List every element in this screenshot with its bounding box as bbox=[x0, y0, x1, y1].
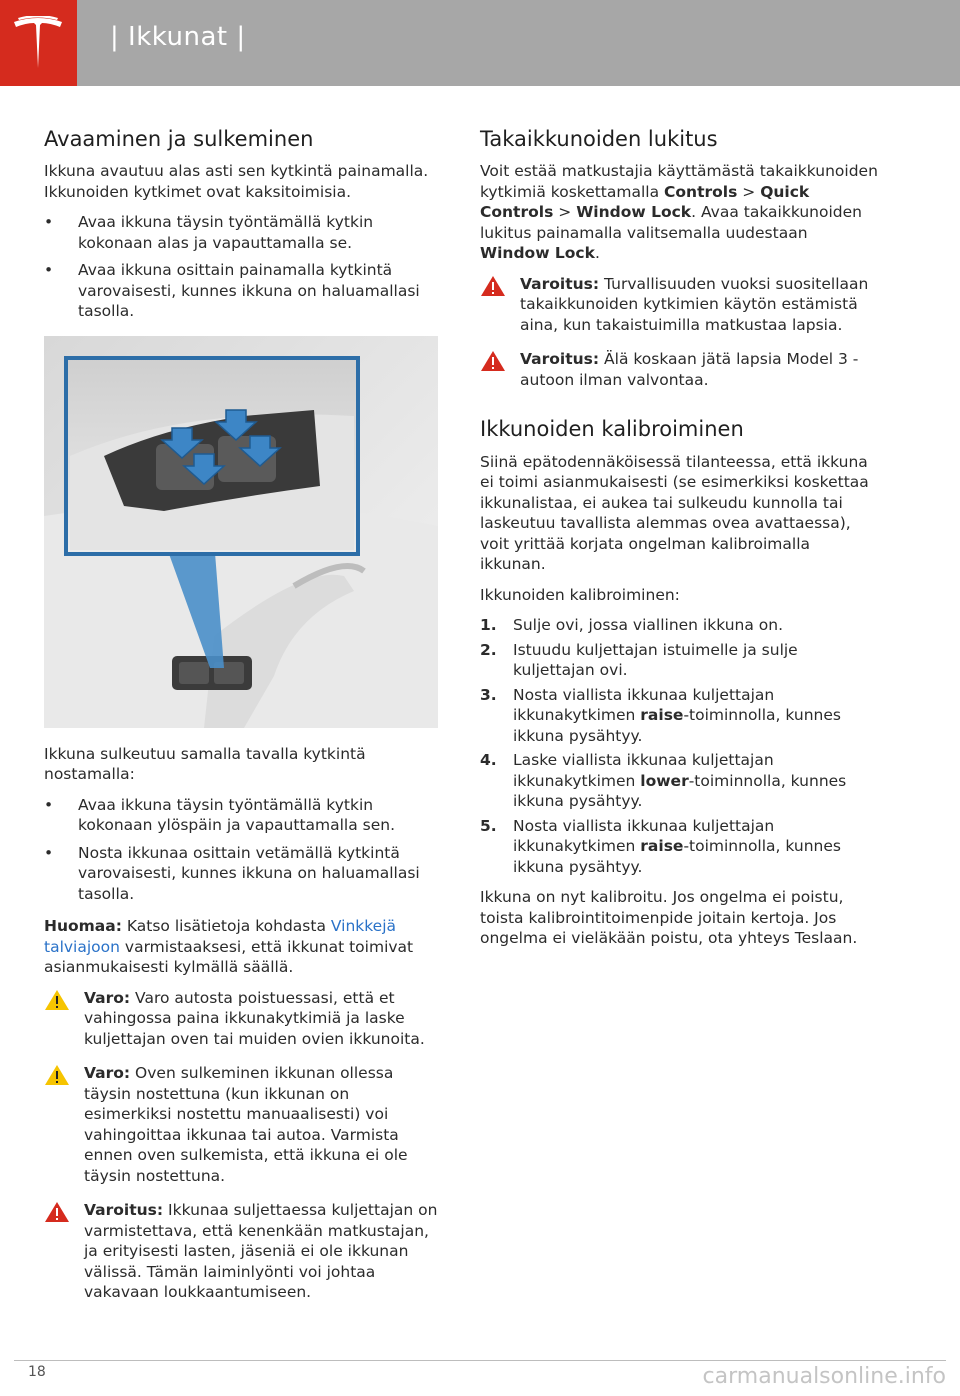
step-text: Nosta viallista ikkunaa kuljettajan ikkunakytkimen bbox=[513, 816, 775, 856]
caution-label: Varo: bbox=[84, 988, 131, 1007]
calibration-paragraph: Siinä epätodennäköisessä tilanteessa, että ikkuna ei toimi asianmukaisesti (se esimerkiksi koskettaa ikkunalistaa, ei aukea tai sulkeudu kunnolla tai laskeutuu tavallista alemmas ovea avattaessa), voit yrittää korjata ongelman kalibroimalla ikkunan. bbox=[480, 452, 869, 574]
path-separator: > bbox=[742, 182, 756, 201]
calibration-conclusion: Ikkuna on nyt kalibroitu. Jos ongelma ei poistu, toista kalibrointitoimenpide joitain kertoja. Jos ongelma ei vieläkään poistu, ota yhteys Teslaan. bbox=[480, 888, 858, 948]
page-number: 18 bbox=[28, 1364, 46, 1380]
list-item: • Avaa ikkuna osittain painamalla kytkintä varovaisesti, kunnes ikkuna on haluamallasi tasolla. bbox=[44, 260, 438, 322]
path-separator: > bbox=[558, 203, 572, 222]
step-text: -toiminnolla, kunnes ikkuna pysähtyy. bbox=[513, 771, 847, 811]
section-title: | Ikkunat | bbox=[110, 22, 246, 52]
step-text: Istuudu kuljettajan istuimelle ja sulje kuljettajan ovi. bbox=[513, 640, 798, 680]
window-lock-text: Avaa takaikkunoiden lukitus painamalla valitsemalla uudestaan bbox=[480, 203, 862, 242]
warning-label: Varoitus: bbox=[84, 1201, 164, 1220]
warning-text: Turvallisuuden vuoksi suositellaan takaikkunoiden kytkimien käytön estämistä aina, kun takaistuimilla matkustaa lapsia. bbox=[520, 274, 869, 334]
warning-text: Ikkunaa suljettaessa kuljettajan on varmistettava, että kenenkään matkustajan, ja erityisesti lasten, jäseniä ei ole ikkunan välissä. Tämän laiminlyönti voi johtaa vakavaan loukkaantumiseen. bbox=[84, 1201, 438, 1302]
step-item bbox=[480, 750, 880, 812]
note-text-post: varmistaaksesi, että ikkunat toimivat asianmukaisesti kylmällä säällä. bbox=[44, 937, 414, 977]
warning-label: Varoitus: bbox=[520, 274, 600, 293]
window-lock-label: Window Lock bbox=[480, 244, 595, 263]
intro-paragraph: Ikkuna avautuu alas asti sen kytkintä painamalla. Ikkunoiden kytkimet ovat kaksitoimisia. bbox=[44, 162, 429, 201]
caution-text: Varo autosta poistuessasi, että et vahingossa paina ikkunakytkimiä ja laske kuljettajan oven tai muiden ovien ikkunoita. bbox=[84, 988, 425, 1048]
list-item: • Avaa ikkuna täysin työntämällä kytkin kokonaan alas ja vapauttamalla se. bbox=[44, 212, 438, 253]
step-item bbox=[480, 816, 880, 878]
step-number: 2. bbox=[480, 640, 497, 659]
tesla-t-icon bbox=[12, 16, 64, 72]
note-text-pre: Katso lisätietoja kohdasta bbox=[126, 917, 326, 936]
close-intro-paragraph: Ikkuna sulkeutuu samalla tavalla kytkintä nostamalla: bbox=[44, 744, 366, 784]
step-text: -toiminnolla, kunnes ikkuna pysähtyy. bbox=[513, 706, 841, 745]
warning-notice bbox=[480, 274, 880, 336]
controls-label: Controls bbox=[664, 182, 738, 201]
step-number: 3. bbox=[480, 685, 497, 704]
caution-text: Oven sulkeminen ikkunan ollessa täysin nostettuna (kun ikkunan on esimerkiksi nostettu manuaalisesti) voi vahingoittaa ikkunaa tai autoa. Varmista ennen oven sulkemista, että ikkuna ei ole täysin nostettuna. bbox=[84, 1064, 408, 1185]
warning-notice bbox=[44, 1200, 438, 1303]
right-column bbox=[480, 126, 880, 959]
caution-triangle-icon bbox=[44, 989, 70, 1011]
tesla-logo bbox=[0, 0, 77, 86]
footer-divider bbox=[14, 1360, 946, 1361]
caution-label: Varo: bbox=[84, 1064, 131, 1083]
calibration-intro: Ikkunoiden kalibroiminen: bbox=[480, 585, 680, 604]
left-column bbox=[44, 126, 438, 1317]
window-lock-label: Window Lock bbox=[576, 203, 692, 222]
step-item bbox=[480, 615, 880, 636]
note-paragraph bbox=[44, 916, 438, 978]
caution-notice bbox=[44, 988, 438, 1050]
step-item bbox=[480, 685, 880, 747]
caution-notice bbox=[44, 1063, 438, 1186]
step-number: 4. bbox=[480, 751, 497, 770]
step-keyword: lower bbox=[640, 771, 689, 790]
calibration-steps bbox=[480, 615, 880, 877]
warning-notice bbox=[480, 349, 880, 390]
window-lock-text: Voit estää matkustajia käyttämästä takaikkunoiden kytkimiä koskettamalla bbox=[480, 162, 878, 201]
list-item: • Nosta ikkunaa osittain vetämällä kytkintä varovaisesti, kunnes ikkuna on haluamallasi tasolla. bbox=[44, 843, 438, 905]
step-number: 5. bbox=[480, 816, 497, 835]
close-bullet-list bbox=[44, 795, 438, 905]
open-bullet-list bbox=[44, 212, 438, 322]
warning-triangle-icon bbox=[44, 1201, 70, 1223]
warning-label: Varoitus: bbox=[520, 350, 600, 369]
step-keyword: raise bbox=[640, 837, 684, 856]
open-close-heading: Avaaminen ja sulkeminen bbox=[44, 127, 314, 151]
note-label: Huomaa: bbox=[44, 917, 122, 936]
page-header bbox=[0, 0, 960, 86]
step-item bbox=[480, 640, 880, 681]
list-item: • Avaa ikkuna täysin työntämällä kytkin kokonaan ylöspäin ja vapauttamalla sen. bbox=[44, 795, 438, 836]
warning-triangle-icon bbox=[480, 350, 506, 372]
step-text: Sulje ovi, jossa viallinen ikkuna on. bbox=[513, 616, 784, 635]
step-keyword: raise bbox=[640, 706, 684, 725]
window-switch-illustration bbox=[44, 336, 438, 728]
warning-text: Älä koskaan jätä lapsia Model 3 -autoon ilman valvontaa. bbox=[520, 350, 859, 389]
calibration-heading: Ikkunoiden kalibroiminen bbox=[480, 417, 744, 442]
caution-triangle-icon bbox=[44, 1064, 70, 1086]
step-text: -toiminnolla, kunnes ikkuna pysähtyy. bbox=[513, 837, 841, 876]
winter-driving-link[interactable]: Vinkkejä talviajoon bbox=[44, 917, 397, 956]
step-number: 1. bbox=[480, 616, 497, 635]
step-text: Laske viallista ikkunaa kuljettajan ikkunakytkimen bbox=[513, 751, 774, 790]
window-lock-heading: Takaikkunoiden lukitus bbox=[480, 127, 718, 151]
watermark: carmanualsonline.info bbox=[702, 1364, 946, 1389]
warning-triangle-icon bbox=[480, 275, 506, 297]
quick-controls-label: Quick Controls bbox=[480, 182, 810, 222]
step-text: Nosta viallista ikkunaa kuljettajan ikkunakytkimen bbox=[513, 685, 775, 725]
window-lock-paragraph: Voit estää matkustajia käyttämästä takaikkunoiden kytkimiä koskettamalla Controls > Quick Controls > Window Lock. Avaa takaikkunoiden lukitus painamalla valitsemalla uudestaan Window Lock. bbox=[480, 162, 878, 263]
